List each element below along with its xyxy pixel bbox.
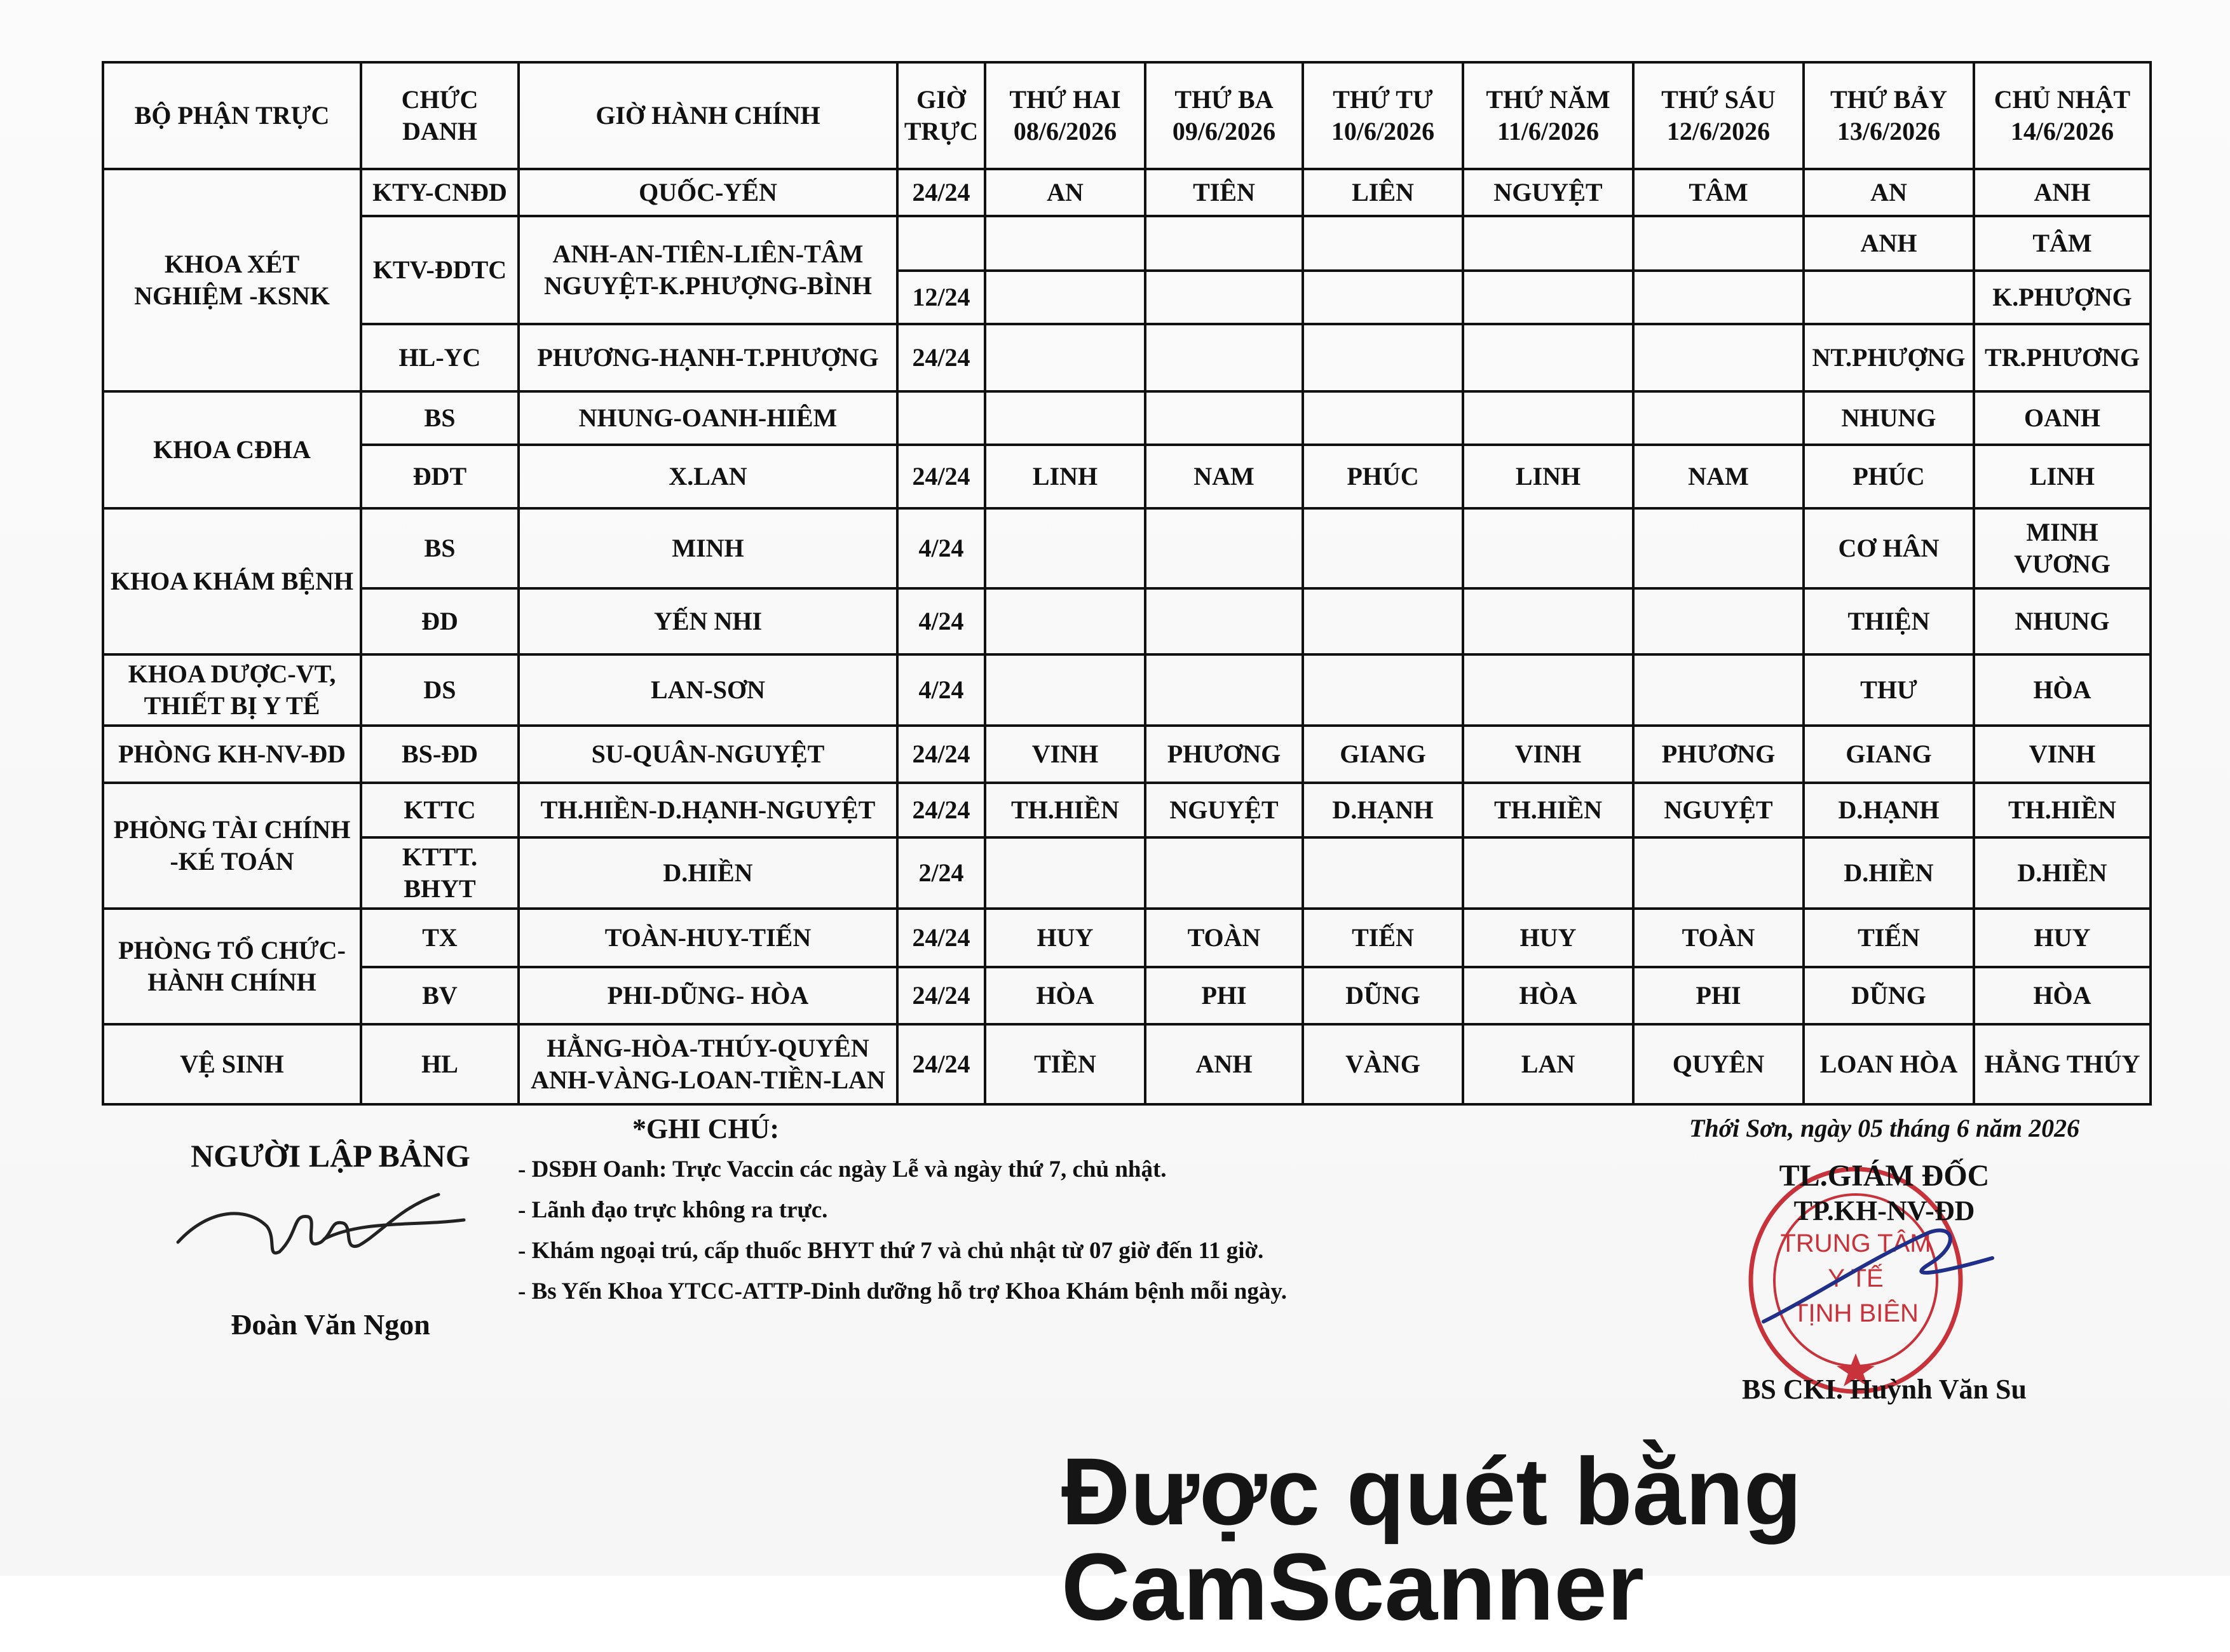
table-row	[103, 967, 2151, 1024]
role-cell: ĐDT	[361, 445, 519, 508]
dept-cell-kham-benh: KHOA KHÁM BỆNH	[103, 508, 361, 654]
duty-cell: LINH	[1974, 445, 2151, 508]
role-cell: TX	[361, 909, 519, 967]
duty-cell: ANH	[1804, 216, 1974, 271]
duty-cell: TIỀN	[985, 1024, 1145, 1104]
duty-cell	[1633, 391, 1804, 445]
duty-cell	[985, 508, 1145, 588]
hours-cell: 24/24	[897, 783, 985, 837]
director-title-1: TL.GIÁM ĐỐC	[1779, 1159, 1990, 1193]
dept-cell-ve-sinh: VỆ SINH	[103, 1024, 361, 1104]
duty-cell: TOÀN	[1633, 909, 1804, 967]
hours-cell: 4/24	[897, 654, 985, 726]
duty-cell	[1303, 654, 1463, 726]
header-row	[103, 62, 2151, 169]
role-cell: BS	[361, 508, 519, 588]
note-item: - Khám ngoại trú, cấp thuốc BHYT thứ 7 và chủ nhật từ 07 giờ đến 11 giờ.	[518, 1238, 1264, 1264]
staff-cell: LAN-SƠN	[519, 654, 897, 726]
duty-cell: DŨNG	[1303, 967, 1463, 1024]
director-block	[1621, 1113, 2148, 1405]
staff-cell: MINH	[519, 508, 897, 588]
header-day-1	[985, 62, 1145, 169]
staff-cell: ANH-AN-TIÊN-LIÊN-TÂM NGUYỆT-K.PHƯỢNG-BÌNH	[519, 216, 897, 324]
duty-cell	[985, 271, 1145, 324]
dept-cell-kh-nv-dd: PHÒNG KH-NV-ĐD	[103, 726, 361, 783]
duty-cell: HUY	[1974, 909, 2151, 967]
duty-cell: VINH	[1463, 726, 1633, 783]
duty-cell: LOAN HÒA	[1804, 1024, 1974, 1104]
header-day-5	[1633, 62, 1804, 169]
duty-cell	[1633, 271, 1804, 324]
duty-cell: NGUYỆT	[1633, 783, 1804, 837]
header-day-7	[1974, 62, 2151, 169]
day-name: THỨ NĂM	[1486, 85, 1610, 114]
duty-cell: AN	[1804, 169, 1974, 216]
director-name: BS CKI. Huỳnh Văn Su	[1742, 1374, 2027, 1405]
header-day-4	[1463, 62, 1633, 169]
table-row	[103, 445, 2151, 508]
duty-cell: TÂM	[1974, 216, 2151, 271]
staff-cell: X.LAN	[519, 445, 897, 508]
staff-cell: NHUNG-OANH-HIÊM	[519, 391, 897, 445]
duty-cell: PHƯƠNG	[1145, 726, 1303, 783]
duty-cell: NGUYỆT	[1463, 169, 1633, 216]
day-name: THỨ BA	[1174, 85, 1274, 114]
table-row	[103, 216, 2151, 271]
duty-cell	[1303, 837, 1463, 909]
camscanner-watermark	[1061, 1438, 2230, 1640]
staff-cell: D.HIỀN	[519, 837, 897, 909]
staff-cell: PHƯƠNG-HẠNH-T.PHƯỢNG	[519, 324, 897, 391]
table-row	[103, 588, 2151, 654]
day-name: THỨ BẢY	[1830, 85, 1948, 114]
duty-schedule-table	[102, 61, 2152, 1106]
duty-cell: D.HẠNH	[1804, 783, 1974, 837]
duty-cell	[1633, 508, 1804, 588]
duty-cell: QUYÊN	[1633, 1024, 1804, 1104]
hours-cell: 12/24	[897, 271, 985, 324]
duty-cell: TOÀN	[1145, 909, 1303, 967]
dept-cell-xet-nghiem: KHOA XÉT NGHIỆM -KSNK	[103, 169, 361, 391]
header-day-6	[1804, 62, 1974, 169]
hours-cell	[897, 391, 985, 445]
notes-title: *GHI CHÚ:	[632, 1113, 779, 1144]
duty-cell	[1633, 324, 1804, 391]
duty-cell	[1303, 271, 1463, 324]
hours-cell: 24/24	[897, 324, 985, 391]
day-date: 08/6/2026	[1013, 117, 1117, 146]
day-date: 14/6/2026	[2010, 117, 2114, 146]
role-cell: BV	[361, 967, 519, 1024]
role-cell: DS	[361, 654, 519, 726]
duty-cell: PHI	[1633, 967, 1804, 1024]
duty-cell: D.HIỀN	[1974, 837, 2151, 909]
note-item: - Bs Yến Khoa YTCC-ATTP-Dinh dưỡng hỗ trợ Khoa Khám bệnh mỗi ngày.	[518, 1278, 1288, 1304]
duty-cell	[1463, 837, 1633, 909]
duty-cell: PHÚC	[1303, 445, 1463, 508]
duty-cell: D.HẠNH	[1303, 783, 1463, 837]
hours-cell: 4/24	[897, 588, 985, 654]
duty-cell	[1303, 508, 1463, 588]
duty-cell: NHUNG	[1804, 391, 1974, 445]
hours-cell: 24/24	[897, 967, 985, 1024]
duty-cell: PHÚC	[1804, 445, 1974, 508]
table-row	[103, 1024, 2151, 1104]
duty-cell: PHƯƠNG	[1633, 726, 1804, 783]
header-dept: BỘ PHẬN TRỰC	[103, 62, 361, 169]
role-cell: ĐD	[361, 588, 519, 654]
duty-cell: HÒA	[1974, 967, 2151, 1024]
duty-cell	[1633, 588, 1804, 654]
duty-cell	[1303, 391, 1463, 445]
note-item: - Lãnh đạo trực không ra trực.	[518, 1197, 828, 1223]
hours-cell: 24/24	[897, 445, 985, 508]
table-row	[103, 508, 2151, 588]
duty-cell: VINH	[985, 726, 1145, 783]
duty-cell: TIÊN	[1145, 169, 1303, 216]
day-date: 13/6/2026	[1837, 117, 1941, 146]
duty-cell	[1145, 324, 1303, 391]
stamp-line-1: TRUNG TÂM	[1780, 1229, 1931, 1257]
day-name: CHỦ NHẬT	[1994, 85, 2131, 114]
duty-cell	[1145, 271, 1303, 324]
duty-cell: HÒA	[1463, 967, 1633, 1024]
table-row	[103, 909, 2151, 967]
duty-cell	[1463, 216, 1633, 271]
duty-cell: GIANG	[1303, 726, 1463, 783]
duty-cell: HUY	[985, 909, 1145, 967]
duty-cell: LINH	[985, 445, 1145, 508]
duty-cell	[985, 391, 1145, 445]
duty-cell: LINH	[1463, 445, 1633, 508]
duty-cell: LIÊN	[1303, 169, 1463, 216]
duty-cell: VINH	[1974, 726, 2151, 783]
duty-cell: NHUNG	[1974, 588, 2151, 654]
duty-cell: ANH	[1145, 1024, 1303, 1104]
duty-cell: TH.HIỀN	[985, 783, 1145, 837]
hours-cell: 4/24	[897, 508, 985, 588]
staff-cell: YẾN NHI	[519, 588, 897, 654]
duty-cell: TH.HIỀN	[1463, 783, 1633, 837]
notes-block	[518, 1109, 1408, 1312]
role-cell: KTTT. BHYT	[361, 837, 519, 909]
camscanner-text: Được quét bằng CamScanner	[1061, 1438, 1802, 1640]
duty-cell	[1463, 391, 1633, 445]
duty-cell: NT.PHƯỢNG	[1804, 324, 1974, 391]
staff-cell: TH.HIỀN-D.HẠNH-NGUYỆT	[519, 783, 897, 837]
role-cell: HL-YC	[361, 324, 519, 391]
staff-cell: HẰNG-HÒA-THÚY-QUYÊN ANH-VÀNG-LOAN-TIỀN-LAN	[519, 1024, 897, 1104]
duty-cell: CƠ HÂN	[1804, 508, 1974, 588]
duty-cell: K.PHƯỢNG	[1974, 271, 2151, 324]
duty-cell	[1145, 216, 1303, 271]
staff-cell: QUỐC-YẾN	[519, 169, 897, 216]
hours-cell: 24/24	[897, 1024, 985, 1104]
header-day-3	[1303, 62, 1463, 169]
header-role: CHỨC DANH	[361, 62, 519, 169]
dept-cell-tai-chinh: PHÒNG TÀI CHÍNH -KÉ TOÁN	[103, 783, 361, 909]
hours-cell: 24/24	[897, 169, 985, 216]
day-name: THỨ SÁU	[1661, 85, 1776, 114]
duty-cell	[1303, 324, 1463, 391]
duty-cell: HÒA	[985, 967, 1145, 1024]
duty-cell	[985, 654, 1145, 726]
duty-cell	[1463, 271, 1633, 324]
stamp-line-3: TỊNH BIÊN	[1793, 1299, 1919, 1327]
creator-block	[165, 1137, 496, 1341]
duty-cell: DŨNG	[1804, 967, 1974, 1024]
duty-cell: HÒA	[1974, 654, 2151, 726]
duty-cell	[1633, 654, 1804, 726]
table-row	[103, 837, 2151, 909]
stamp-line-2: Y TẾ	[1828, 1264, 1884, 1292]
table-row	[103, 783, 2151, 837]
duty-cell	[1145, 837, 1303, 909]
duty-cell: OANH	[1974, 391, 2151, 445]
note-item: - DSĐH Oanh: Trực Vaccin các ngày Lễ và ngày thứ 7, chủ nhật.	[518, 1156, 1167, 1182]
hours-cell: 2/24	[897, 837, 985, 909]
header-staff: GIỜ HÀNH CHÍNH	[519, 62, 897, 169]
duty-cell	[1145, 508, 1303, 588]
duty-cell	[1463, 508, 1633, 588]
header-day-2	[1145, 62, 1303, 169]
day-date: 10/6/2026	[1331, 117, 1435, 146]
duty-cell: TÂM	[1633, 169, 1804, 216]
creator-name: Đoàn Văn Ngon	[231, 1308, 430, 1341]
duty-cell: TH.HIỀN	[1974, 783, 2151, 837]
duty-cell: D.HIỀN	[1804, 837, 1974, 909]
hours-cell	[897, 216, 985, 271]
duty-cell: TIẾN	[1804, 909, 1974, 967]
role-cell: BS	[361, 391, 519, 445]
duty-cell: GIANG	[1804, 726, 1974, 783]
day-name: THỨ TƯ	[1333, 85, 1433, 114]
duty-cell: LAN	[1463, 1024, 1633, 1104]
duty-cell: HUY	[1463, 909, 1633, 967]
duty-cell: TR.PHƯƠNG	[1974, 324, 2151, 391]
table-row	[103, 654, 2151, 726]
table-row	[103, 726, 2151, 783]
duty-cell: PHI	[1145, 967, 1303, 1024]
duty-cell: NAM	[1145, 445, 1303, 508]
hours-cell: 24/24	[897, 909, 985, 967]
role-cell: KTV-ĐDTC	[361, 216, 519, 324]
duty-cell: HẰNG THÚY	[1974, 1024, 2151, 1104]
signing-date: Thới Sơn, ngày 05 tháng 6 năm 2026	[1689, 1114, 2080, 1142]
duty-cell	[1633, 837, 1804, 909]
duty-cell	[985, 837, 1145, 909]
duty-cell	[1145, 654, 1303, 726]
staff-cell: SU-QUÂN-NGUYỆT	[519, 726, 897, 783]
day-date: 09/6/2026	[1172, 117, 1276, 146]
duty-cell	[1303, 216, 1463, 271]
table-row	[103, 169, 2151, 216]
role-cell: BS-ĐD	[361, 726, 519, 783]
dept-cell-cdha: KHOA CĐHA	[103, 391, 361, 508]
duty-cell: THƯ	[1804, 654, 1974, 726]
table-row	[103, 391, 2151, 445]
dept-cell-to-chuc: PHÒNG TỔ CHỨC-HÀNH CHÍNH	[103, 909, 361, 1024]
duty-cell	[1145, 588, 1303, 654]
duty-cell	[1804, 271, 1974, 324]
duty-cell: TIẾN	[1303, 909, 1463, 967]
duty-cell: ANH	[1974, 169, 2151, 216]
dept-cell-duoc: KHOA DƯỢC-VT, THIẾT BỊ Y TẾ	[103, 654, 361, 726]
header-hours: GIỜ TRỰC	[897, 62, 985, 169]
duty-cell: VÀNG	[1303, 1024, 1463, 1104]
role-cell: KTTC	[361, 783, 519, 837]
day-date: 11/6/2026	[1497, 117, 1600, 146]
day-name: THỨ HAI	[1009, 85, 1121, 114]
duty-cell: AN	[985, 169, 1145, 216]
creator-signature-icon	[172, 1182, 502, 1277]
duty-cell	[985, 216, 1145, 271]
duty-cell	[1463, 588, 1633, 654]
duty-cell: THIỆN	[1804, 588, 1974, 654]
role-cell: HL	[361, 1024, 519, 1104]
creator-title: NGƯỜI LẬP BẢNG	[191, 1138, 470, 1174]
duty-cell	[1633, 216, 1804, 271]
duty-cell: MINH VƯƠNG	[1974, 508, 2151, 588]
staff-cell: TOÀN-HUY-TIẾN	[519, 909, 897, 967]
duty-cell	[1145, 391, 1303, 445]
hours-cell: 24/24	[897, 726, 985, 783]
director-title-2: TP.KH-NV-ĐD	[1793, 1195, 1975, 1226]
duty-cell: NGUYỆT	[1145, 783, 1303, 837]
duty-cell	[985, 588, 1145, 654]
role-cell: KTY-CNĐD	[361, 169, 519, 216]
duty-cell: NAM	[1633, 445, 1804, 508]
day-date: 12/6/2026	[1666, 117, 1771, 146]
duty-cell	[1303, 588, 1463, 654]
duty-cell	[985, 324, 1145, 391]
duty-cell	[1463, 324, 1633, 391]
table-row	[103, 324, 2151, 391]
staff-cell: PHI-DŨNG- HÒA	[519, 967, 897, 1024]
duty-cell	[1463, 654, 1633, 726]
